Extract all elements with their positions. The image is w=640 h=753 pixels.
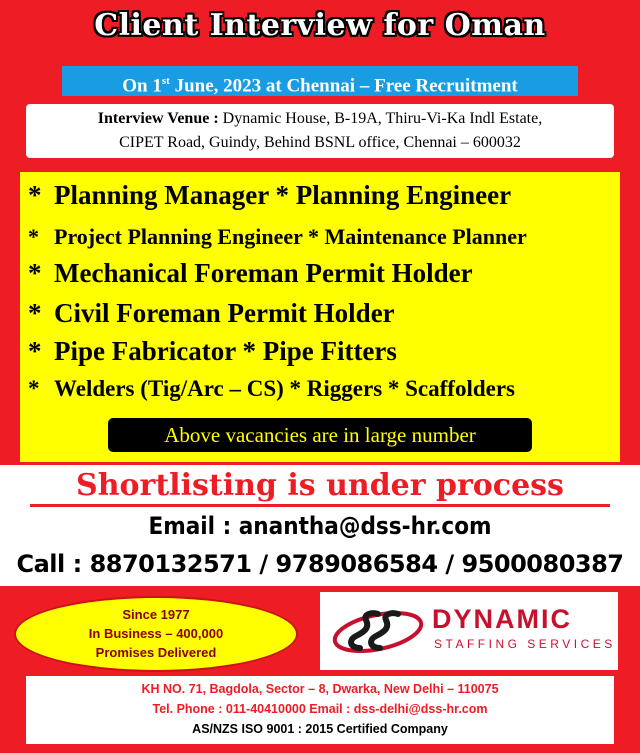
job-line bbox=[28, 224, 527, 250]
contact-phone[interactable]: Call : 8870132571 / 9789086584 / 9500080387 bbox=[16, 550, 624, 578]
date-suffix: st bbox=[161, 75, 170, 87]
date-prefix: On 1 bbox=[122, 75, 162, 97]
job-text: Planning Manager * Planning Engineer bbox=[54, 180, 512, 210]
bullet-star: * bbox=[28, 224, 39, 249]
footer-certification: AS/NZS ISO 9001 : 2015 Certified Company bbox=[192, 722, 448, 736]
bullet-star: * bbox=[28, 336, 42, 366]
footer-info bbox=[26, 676, 614, 744]
footer-phone-email: Tel. Phone : 011-40410000 Email : dss-delhi@dss-hr.com bbox=[152, 702, 488, 716]
venue-line1: Dynamic House, B-19A, Thiru-Vi-Ka Indl Estate, bbox=[218, 110, 543, 127]
vacancy-note: Above vacancies are in large number bbox=[108, 418, 532, 452]
job-line bbox=[28, 336, 397, 367]
flyer-title: Client Interview for Oman bbox=[94, 8, 546, 43]
bullet-star: * bbox=[28, 376, 40, 401]
job-text: Mechanical Foreman Permit Holder bbox=[54, 258, 473, 288]
job-line bbox=[28, 298, 395, 329]
venue-line2: CIPET Road, Guindy, Behind BSNL office, Chennai – 600032 bbox=[119, 134, 521, 151]
bullet-star: * bbox=[28, 298, 42, 328]
logo-name: DYNAMIC bbox=[432, 604, 572, 634]
company-logo bbox=[320, 592, 618, 670]
badge-line1: Since 1977 bbox=[122, 607, 190, 622]
ds-swoosh-icon bbox=[330, 602, 426, 662]
shortlist-underline bbox=[30, 504, 610, 507]
since-badge bbox=[14, 596, 298, 672]
contact-email[interactable]: Email : anantha@dss-hr.com bbox=[148, 512, 492, 540]
job-line bbox=[28, 376, 515, 402]
shortlist-heading: Shortlisting is under process bbox=[76, 468, 564, 503]
job-line bbox=[28, 258, 473, 289]
job-line bbox=[28, 180, 511, 211]
venue-box bbox=[26, 104, 614, 158]
date-rest: June, 2023 at Chennai – Free Recruitment bbox=[169, 75, 518, 97]
bullet-star: * bbox=[28, 180, 42, 210]
badge-line2: In Business – 400,000 bbox=[88, 626, 224, 641]
job-text: Civil Foreman Permit Holder bbox=[54, 298, 395, 328]
logo-subtitle: STAFFING SERVICES bbox=[434, 637, 616, 651]
venue-label: Interview Venue : bbox=[97, 110, 219, 127]
job-text: Welders (Tig/Arc – CS) * Riggers * Scaffolders bbox=[54, 376, 516, 401]
date-banner bbox=[62, 66, 578, 96]
bullet-star: * bbox=[28, 258, 42, 288]
footer-address: KH NO. 71, Bagdola, Sector – 8, Dwarka, New Delhi – 110075 bbox=[141, 682, 499, 696]
badge-line3: Promises Delivered bbox=[95, 645, 217, 660]
job-text: Project Planning Engineer * Maintenance Planner bbox=[54, 224, 527, 249]
job-text: Pipe Fabricator * Pipe Fitters bbox=[54, 336, 397, 366]
